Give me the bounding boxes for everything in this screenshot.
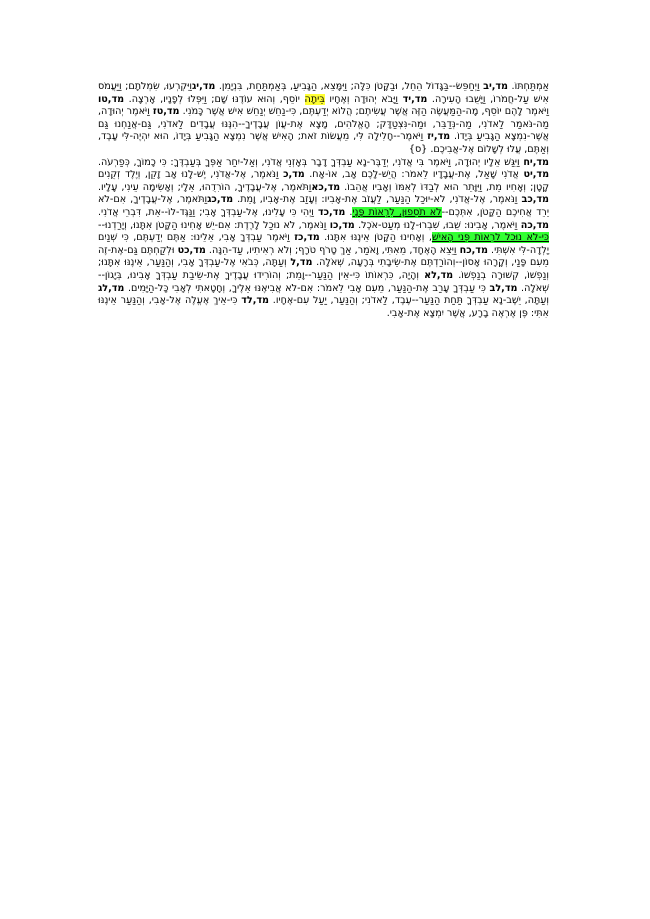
text-segment: , וְאָחִינוּ הַקָּטֹן אֵינֶנּוּ אִתָּנוּ. xyxy=(319,232,432,244)
text-segment: וַיֹּאמֶר, אָבִינוּ: שֻׁבוּ, שִׁבְרוּ-לָנוּ מְעַט-אֹכֶל. xyxy=(354,219,521,231)
verse-number: מד,ל xyxy=(290,257,313,269)
text-segment: וַנֹּאמֶר, אֶל-אֲדֹנִי, לֹא-יוּכַל הַנַּעַר, לַעֲזֹב אֶת-אָבִיו: וְעָזַב אֶת-אָבִיו, וָמֵת. xyxy=(233,194,522,206)
verse-number: מד,יז xyxy=(427,131,451,143)
verse-number: מד,יט xyxy=(523,169,550,181)
highlighted-phrase: כִּי-לֹא נוּכַל לִרְאוֹת פְּנֵי הָאִישׁ xyxy=(431,232,549,244)
text-segment: וְעַתָּה, יֵשֶׁב-נָא עַבְדְּךָ תַּחַת הַנַּעַר--עֶבֶד, לַאדֹנִי; וְהַנַּעַר, יַעַל עִם-אֶחָיו. xyxy=(268,295,549,307)
text-segment: יוֹסֵף, וְהוּא עוֹדֶנּוּ שָׁם; וַיִּפְּלוּ לְפָנָיו, אָרְצָה. xyxy=(124,93,305,105)
verse-number: מד,כד xyxy=(317,206,346,218)
text-segment: וַתֹּאמֶר, אֶל-עֲבָדֶיךָ, אִם-לֹא יֵרֵד אֲחִיכֶם הַקָּטֹן, אִתְּכֶם-- xyxy=(98,194,549,218)
verse-number: מד,כז xyxy=(294,232,320,244)
verse-number: מד,יד xyxy=(402,93,428,105)
text-segment: וַיִּקְרְעוּ, שִׂמְלֹתָם; וַיַּעֲמֹס אִישׁ עַל-חֲמֹרוֹ, וַיָּשֻׁבוּ הָעִירָה. xyxy=(98,81,549,105)
verse-number: מד,כה xyxy=(520,219,549,231)
verse-number: מד,יב xyxy=(483,81,508,92)
verse-number: מד,יג xyxy=(191,81,216,92)
text-segment: וּלְקַחְתֶּם גַּם-אֶת-זֶה מֵעִם פָּנַי, וְקָרָהוּ אָסוֹן--וְהוֹרַדְתֶּם אֶת-שֵׂיבָתִי בְּרָעָה, שְׁאֹלָה. xyxy=(98,244,549,269)
highlighted-phrase: לֹא תֹסִפוּן, לִרְאוֹת פָּנָי xyxy=(352,206,442,218)
text-segment: וְעַתָּה, כְּבֹאִי אֶל-עַבְדְּךָ אָבִי, וְהַנַּעַר, אֵינֶנּוּ אִתָּנוּ; וְנַפְשׁוֹ, קְשׁוּרָה בְנַפְשׁוֹ. xyxy=(98,257,549,281)
highlighted-word: בֵּיתָה xyxy=(304,93,325,105)
hebrew-text-block xyxy=(98,81,549,320)
verse-number: מד,טו xyxy=(98,93,125,105)
text-segment: . xyxy=(345,206,353,218)
verse-number: מד,כ xyxy=(283,169,305,181)
text-segment: וַיָּבֹא יְהוּדָה וְאֶחָיו xyxy=(324,93,403,105)
text-segment: וַיֵּצֵא הָאֶחָד, מֵאִתִּי, וָאֹמַר, אַךְ טָרֹף טֹרָף; וְלֹא רְאִיתִיו, עַד-הֵנָּה. xyxy=(205,244,460,256)
verse-number: מד,לב xyxy=(489,282,518,294)
text-segment: וַיֹּאמֶר יְהוּדָה, מַה-נֹּאמַר לַאדֹנִי, מַה-נְּדַבֵּר, וּמַה-נִּצְטַדָּק; הָאֱלֹהִים, מָצָא אֶת-עֲוֹן עֲבָדֶיךָ--הִנֶּנּוּ עֲבָדִים לַאדֹנִי, גַּם-אֲנַחְנוּ גַּם אֲשֶׁר-נִמְצָא הַגָּבִיעַ בְּיָדוֹ. xyxy=(98,106,549,143)
text-segment: וַנֹּאמֶר, אֶל-אֲדֹנִי, יֶשׁ-לָנוּ אָב זָקֵן, וְיֶלֶד זְקֻנִים קָטָן; וְאָחִיו מֵת, וַיִּוָּתֵר הוּא לְבַדּוֹ לְאִמּוֹ וְאָבִיו אֲהֵבוֹ. xyxy=(98,169,549,193)
verse-number: מד,לא xyxy=(424,269,454,281)
verse-number: מד,כב xyxy=(521,194,549,206)
text-segment: אֲדֹנִי שָׁאַל, אֶת-עֲבָדָיו לֵאמֹר: הֲיֵשׁ-לָכֶם אָב, אוֹ-אָח. xyxy=(304,169,524,181)
verse-number: מד,לג xyxy=(98,282,125,294)
verse-number: מד,כג xyxy=(207,194,234,206)
verse-number: מד,יח xyxy=(523,156,549,168)
text-segment: וְהָיָה, כִּרְאוֹתוֹ כִּי-אֵין הַנַּעַר--וָמֵת; וְהוֹרִידוּ עֲבָדֶיךָ אֶת-שֵׂיבַת עַבְדְּךָ אָבִינוּ, בְּיָגוֹן--שְׁאֹלָה. xyxy=(98,269,550,294)
text-segment: וַיְחַפֵּשׂ--בַּגָּדוֹל הֵחֵל, וּבַקָּטֹן כִּלָּה; וַיִּמָּצֵא, הַגָּבִיעַ, בְּאַמְתַּחַת, בִּנְיָמִן. xyxy=(215,81,484,92)
paragraph xyxy=(98,157,549,321)
verse-number: מד,כט xyxy=(177,244,206,256)
text-segment: וַיִּגַּשׁ אֵלָיו יְהוּדָה, וַיֹּאמֶר בִּי אֲדֹנִי, יְדַבֶּר-נָא עַבְדְּךָ דָבָר בְּאָזְנֵי אֲדֹנִי, וְאַל-יִחַר אַפְּךָ בְּעַבְדֶּךָ: כִּי כָמוֹךָ, כְּפַרְעֹה. xyxy=(98,156,524,168)
text-segment: וַיֹּאמֶר לָהֶם יוֹסֵף, מָה-הַמַּעֲשֶׂה הַזֶּה אֲשֶׁר עֲשִׂיתֶם; הֲלוֹא יְדַעְתֶּם, כִּי-נַחֵשׁ יְנַחֵשׁ אִישׁ אֲשֶׁר כָּמֹנִי. xyxy=(179,106,549,118)
verse-number: מד,טז xyxy=(152,106,180,118)
text-segment: וַנֹּאמֶר, לֹא נוּכַל לָרֶדֶת: אִם-יֵשׁ אָחִינוּ הַקָּטֹן אִתָּנוּ, וְיָרַדְנוּ-- xyxy=(98,219,330,231)
text-segment: וַיֹּאמֶר--חָלִילָה לִּי, מֵעֲשׂוֹת זֹאת; הָאִישׁ אֲשֶׁר נִמְצָא הַגָּבִיעַ בְּיָדוֹ, הוּא יִהְיֶה-לִּי עָבֶד, וְאַתֶּם, עֲלוּ לְשָׁלוֹם אֶל-אֲבִיכֶם. {ס} xyxy=(98,131,549,155)
text-segment: כִּי-אֵיךְ אֶעֱלֶה אֶל-אָבִי, וְהַנַּעַר אֵינֶנּוּ אִתִּי: פֶּן אֶרְאֶה בָרָע, אֲשֶׁר יִמְצָא אֶת-אָבִי. xyxy=(98,295,549,319)
text-segment: וַתֹּאמֶר, אֶל-עֲבָדֶיךָ, הוֹרִדֻהוּ, אֵלָי; וְאָשִׂימָה עֵינִי, עָלָיו. xyxy=(98,181,312,193)
verse-number: מד,כא xyxy=(311,181,341,193)
text-segment: אַמְתַּחְתּוֹ. xyxy=(508,81,549,92)
text-segment: כִּי עַבְדְּךָ עָרַב אֶת-הַנַּעַר, מֵעִם אָבִי לֵאמֹר: אִם-לֹא אֲבִיאֶנּוּ אֵלֶיךָ, וְחָטָאתִי לְאָבִי כָּל-הַיָּמִים. xyxy=(124,282,490,294)
paragraph xyxy=(98,81,549,157)
verse-number: מד,כו xyxy=(329,219,355,231)
verse-number: מד,כח xyxy=(459,244,488,256)
text-segment: וַיְהִי כִּי עָלִינוּ, אֶל-עַבְדְּךָ אָבִי; וַנַּגֶּד-לוֹ--אֵת, דִּבְרֵי אֲדֹנִי. xyxy=(98,206,318,218)
text-segment: וַיֹּאמֶר עַבְדְּךָ אָבִי, אֵלֵינוּ: אַתֶּם יְדַעְתֶּם, כִּי שְׁנַיִם יָלְדָה-לִּי אִשְׁתִּי. xyxy=(98,232,549,256)
verse-number: מד,לד xyxy=(241,295,269,307)
